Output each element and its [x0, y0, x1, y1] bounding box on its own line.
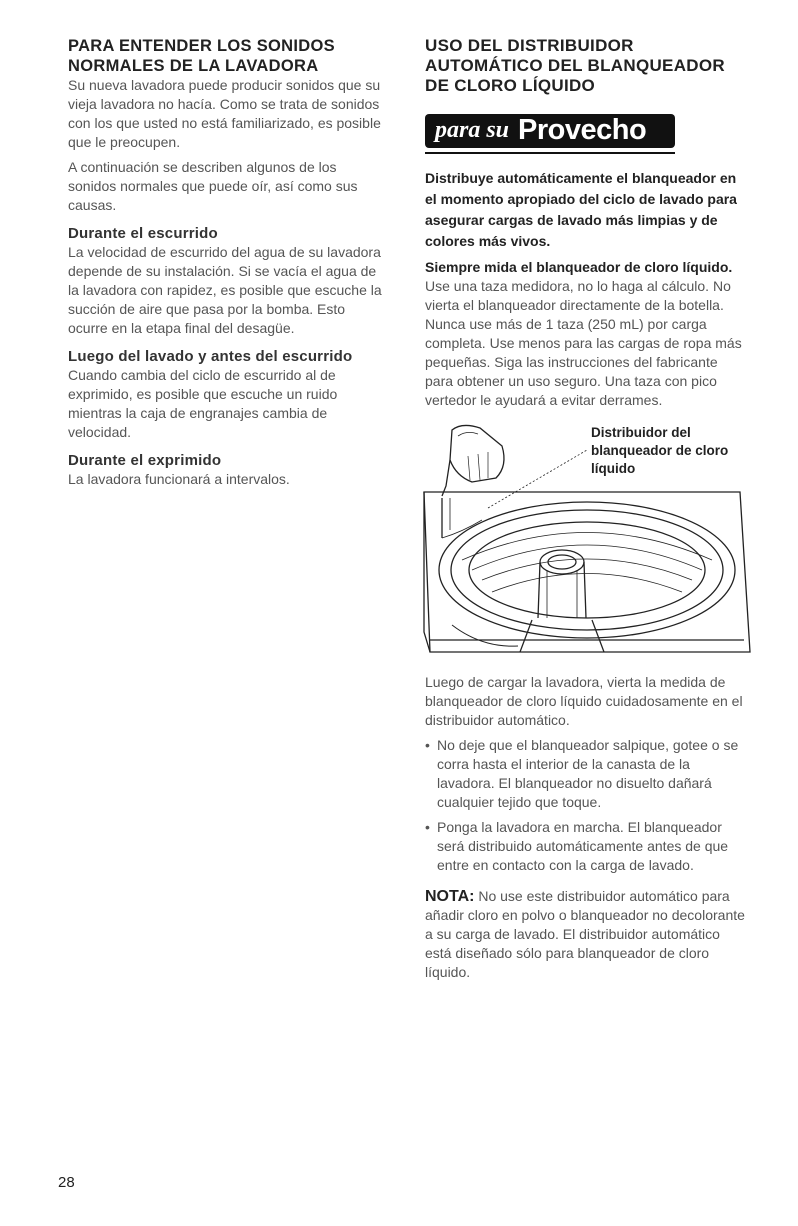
dispenser-heading: USO DEL DISTRIBUIDOR AUTOMÁTICO DEL BLANQUEADOR DE CLORO LÍQUIDO — [425, 36, 725, 95]
sounds-intro-1: Su nueva lavadora puede producir sonidos que su vieja lavadora no hacía. Como se trata de sonidos con los que usted no está familiarizado, es posible que le preocupen. — [68, 77, 381, 150]
list-item: • Ponga la lavadora en marcha. El blanqueador será distribuido automáticamente antes de que entre en contacto con la carga de lavado. — [425, 819, 729, 873]
left-column — [68, 36, 388, 489]
sounds-intro-2: A continuación se describen algunos de los sonidos normales que puede oír, así como sus causas. — [68, 159, 358, 213]
dispenser-illustration — [422, 420, 752, 665]
section-title-wring: Durante el exprimido — [68, 452, 222, 469]
note-paragraph — [425, 887, 745, 982]
bullet-icon: • — [425, 819, 430, 835]
page-number: 28 — [58, 1174, 75, 1191]
badge-big-text: Provecho — [518, 114, 647, 146]
badge-small-text: para su — [435, 117, 510, 143]
right-column — [425, 36, 745, 982]
measure-text: Use una taza medidora, no lo haga al cálculo. No vierta el blanqueador directamente de la botella. Nunca use más de 1 taza (250 mL) por carga completa. Use menos para las cargas de ropa más pequeñas. Siga las instrucciones del fabricante para obtener un uso seguro. Una taza con pico vertedor le ayudará a evitar derrames. — [425, 278, 742, 408]
sounds-heading: PARA ENTENDER LOS SONIDOS NORMALES DE LA LAVADORA — [68, 37, 335, 75]
section-title-spin: Durante el escurrido — [68, 225, 218, 242]
note-text: No use este distribuidor automático para añadir cloro en polvo o blanqueador no decolorante a su carga de lavado. El distribuidor automático está diseñado sólo para blanqueador de cloro líquido. — [425, 888, 745, 980]
measure-paragraph — [425, 258, 745, 410]
section-text-wring: La lavadora funcionará a intervalos. — [68, 471, 290, 487]
list-item: • No deje que el blanqueador salpique, gotee o se corra hasta el interior de la canasta de la lavadora. El blanqueador no disuelto dañará cualquier tejido que toque. — [425, 737, 739, 810]
section-title-after-wash: Luego del lavado y antes del escurrido — [68, 348, 353, 365]
dispenser-label: Distribuidor del blanqueador de cloro líquido — [591, 425, 729, 476]
section-text-after-wash: Cuando cambia del ciclo de escurrido al de exprimido, es posible que escuche un ruido mientras la caja de engranajes cambia de velocidad. — [68, 367, 338, 440]
section-text-spin: La velocidad de escurrido del agua de su lavadora depende de su instalación. Si se vacía el agua de la lavadora con rapidez, es posible que escuche la succión de aire que pasa por la bomba. Esto ocurre en la etapa final del desagüe. — [68, 244, 382, 336]
bullet-icon: • — [425, 737, 430, 753]
para-su-provecho-badge — [425, 114, 675, 154]
dispenser-tip: Distribuye automáticamente el blanqueador en el momento apropiado del ciclo de lavado para asegurar cargas de lavado más limpias y de colores más vivos. — [425, 170, 737, 249]
note-label: NOTA: — [425, 888, 475, 905]
after-load-text: Luego de cargar la lavadora, vierta la medida de blanqueador de cloro líquido cuidadosamente en el distribuidor automático. — [425, 674, 743, 728]
measure-bold: Siempre mida el blanqueador de cloro líquido. — [425, 259, 733, 275]
